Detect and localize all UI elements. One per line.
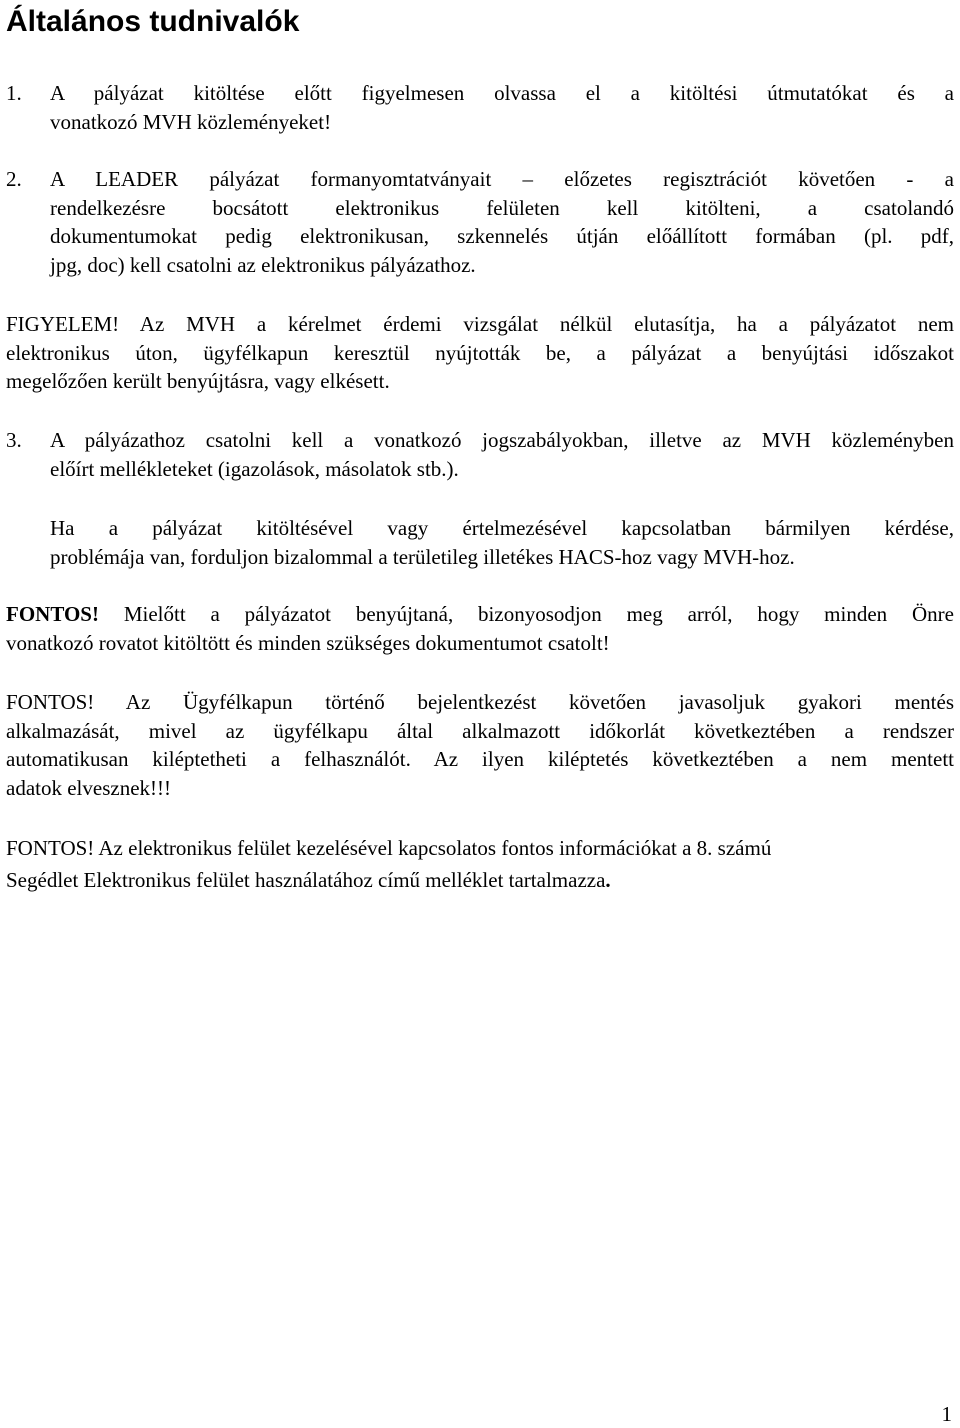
list-item-2 — [6, 165, 954, 279]
list-item-line: A LEADER pályázat formanyomtatványait – előzetes regisztrációt követően - a — [50, 167, 954, 191]
important-line: alkalmazását, mivel az ügyfélkapu által alkalmazott időkorlát következtében a rendszer — [6, 718, 954, 743]
warning-line: Az MVH a kérelmet érdemi vizsgálat nélkül elutasítja, ha a pályázatot nem — [119, 312, 954, 336]
important-line: Segédlet Elektronikus felület használatához című melléklet tartalmazza — [6, 868, 606, 892]
help-paragraph — [6, 514, 954, 571]
list-item-line: rendelkezésre bocsátott elektronikus felületen kell kitölteni, a csatolandó — [50, 195, 954, 220]
warning-paragraph — [6, 310, 954, 396]
list-item-number: 3. — [6, 428, 22, 452]
list-item-line: A pályázathoz csatolni kell a vonatkozó jogszabályokban, illetve az MVH közleményben — [50, 428, 954, 452]
important-line: Mielőtt a pályázatot benyújtaná, bizonyosodjon meg arról, hogy minden Önre — [98, 602, 954, 626]
page-title: Általános tudnivalók — [6, 5, 300, 38]
list-item-line: előírt mellékleteket (igazolások, másolatok stb.). — [50, 456, 459, 481]
warning-label: FIGYELEM! — [6, 312, 120, 336]
important-label: FONTOS! — [6, 690, 95, 714]
warning-line: megelőzően került benyújtásra, vagy elkésett. — [6, 369, 390, 393]
list-item-line: dokumentumokat pedig elektronikusan, szkennelés útján előállított formában (pl. pdf, — [50, 224, 954, 248]
important-label: FONTOS! — [6, 602, 99, 626]
list-item-line: A pályázat kitöltése előtt figyelmesen olvassa el a kitöltési útmutatókat és a — [50, 81, 954, 105]
important-period: . — [605, 868, 611, 892]
help-line: problémája van, forduljon bizalommal a területileg illetékes HACS-hoz vagy MVH-hoz. — [50, 544, 795, 569]
list-item-line: vonatkozó MVH közleményeket! — [50, 109, 332, 134]
important-line: vonatkozó rovatot kitöltött és minden szükséges dokumentumot csatolt! — [6, 630, 610, 655]
list-item-number: 1. — [6, 81, 22, 105]
warning-line: elektronikus úton, ügyfélkapun keresztül nyújtották be, a pályázat a benyújtási időszakot — [6, 340, 954, 365]
important-paragraph-3 — [6, 832, 954, 896]
list-item-1 — [6, 79, 954, 136]
list-item-number: 2. — [6, 167, 22, 191]
important-label: FONTOS! — [6, 836, 95, 860]
important-line: adatok elvesznek!!! — [6, 775, 171, 800]
important-line: Az Ügyfélkapun történő bejelentkezést követően javasoljuk gyakori mentés — [94, 690, 954, 714]
page-number: 1 — [941, 1402, 952, 1426]
important-line: Az elektronikus felület kezelésével kapcsolatos fontos információkat a 8. számú — [94, 836, 772, 860]
list-item-line: jpg, doc) kell csatolni az elektronikus pályázathoz. — [50, 252, 476, 277]
important-paragraph-2 — [6, 688, 954, 802]
list-item-3 — [6, 426, 954, 483]
important-line: automatikusan kiléptetheti a felhasználót. Az ilyen kiléptetés következtében a nem mentett — [6, 747, 954, 771]
help-line: Ha a pályázat kitöltésével vagy értelmezésével kapcsolatban bármilyen kérdése, — [50, 516, 954, 540]
important-paragraph-1 — [6, 600, 954, 657]
